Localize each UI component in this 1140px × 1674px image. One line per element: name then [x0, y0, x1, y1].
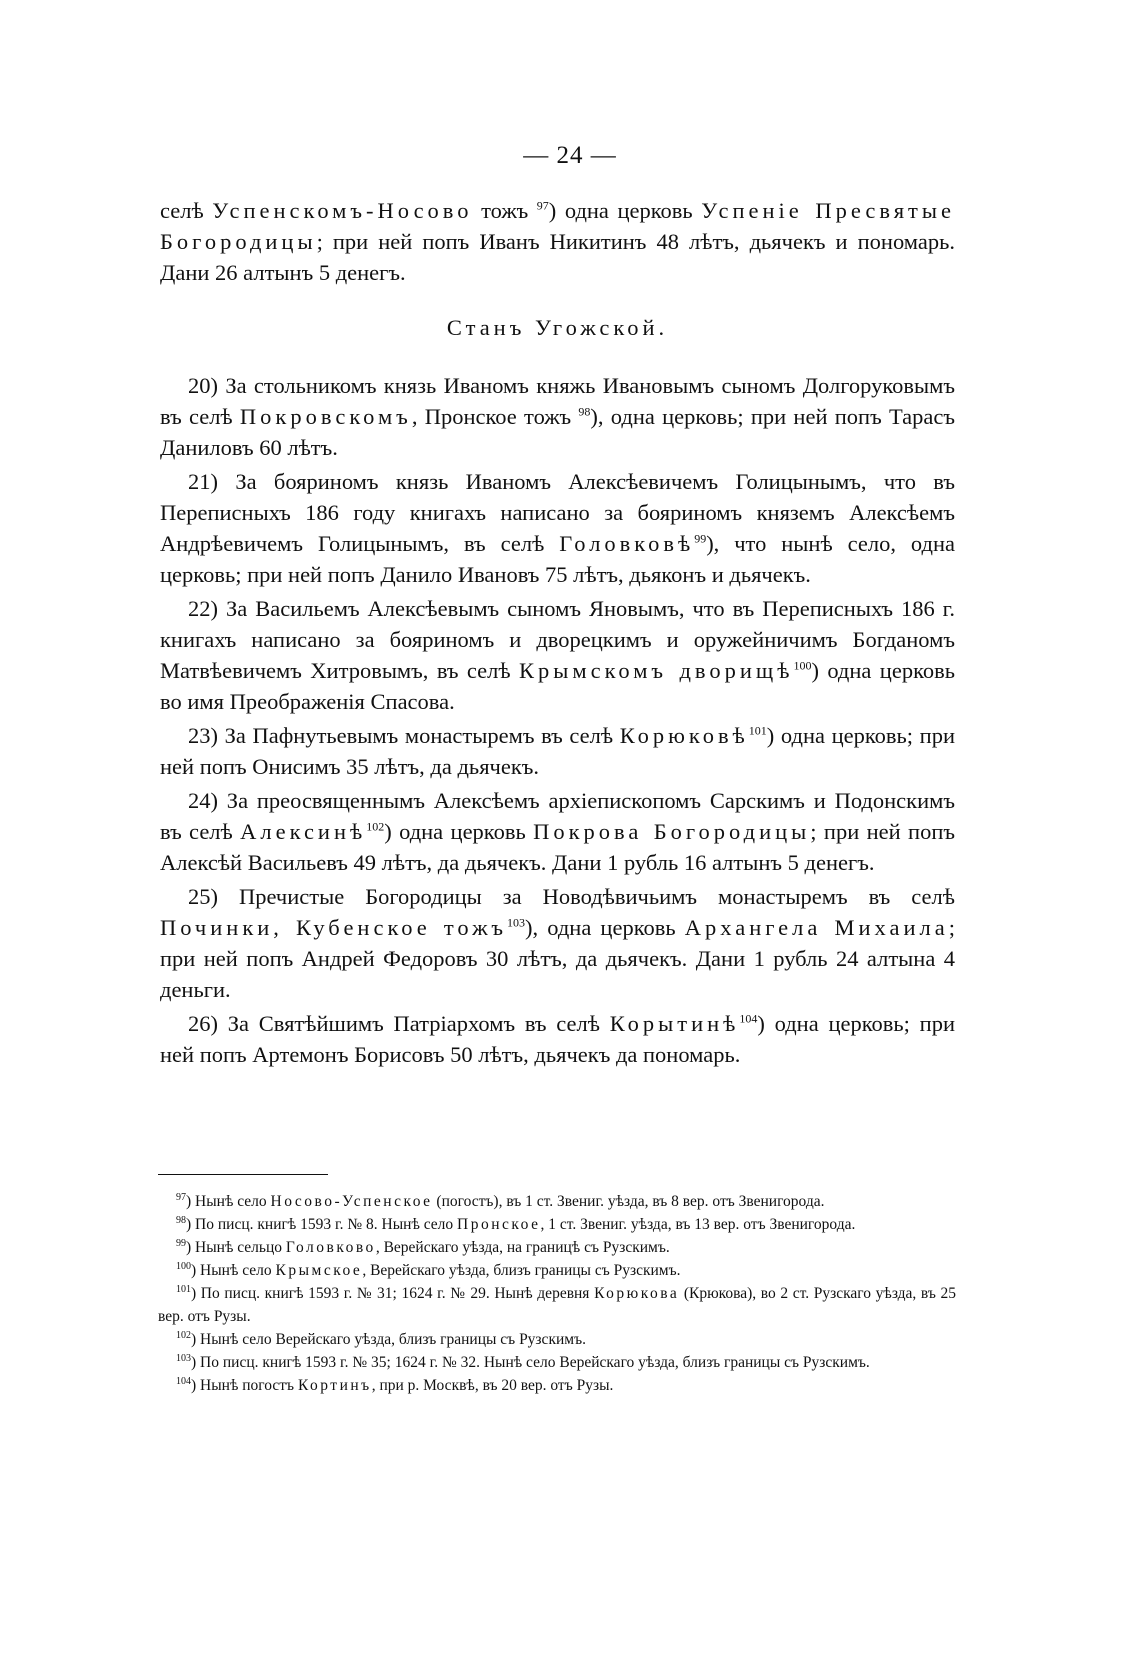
text-run: , Верейскаго уѣзда, на границѣ съ Рузскимъ.	[375, 1239, 670, 1256]
entry-22	[160, 593, 955, 717]
section-heading: Станъ Угожской.	[446, 315, 669, 340]
spaced-name: Корюковѣ	[619, 723, 749, 748]
footnote-98	[158, 1213, 956, 1236]
footnote-104	[158, 1374, 956, 1397]
text-run: ) Нынѣ сельцо	[186, 1239, 286, 1256]
footnote-103	[158, 1351, 956, 1374]
spaced-name: Крымскомъ дворищѣ	[518, 658, 794, 683]
text-run: 25) Пречистые Богородицы за Новодѣвичьимъ монастыремъ въ селѣ	[188, 884, 955, 909]
footnote-divider	[158, 1174, 328, 1175]
footnotes	[158, 1190, 956, 1397]
spaced-name: Успеніе Пресвятые Богородицы	[160, 198, 955, 254]
footnote-number: 103	[176, 1352, 191, 1364]
footnote-ref: 104	[739, 1011, 758, 1026]
text-run: 20) За стольникомъ князь Иваномъ княжь Ивановымъ сыномъ Долгоруковымъ въ селѣ	[160, 373, 955, 429]
spaced-name: Покровскомъ	[239, 404, 412, 429]
footnote-ref: 100	[793, 658, 812, 673]
text-run: ) одна церковь; при ней попъ Онисимъ 35 лѣтъ, да дьячекъ.	[160, 723, 955, 779]
spaced-name: Пронское	[457, 1216, 541, 1233]
text-run: ) Нынѣ село Верейскаго уѣзда, близъ границы съ Рузскимъ.	[191, 1331, 586, 1348]
footnote-97	[158, 1190, 956, 1213]
spaced-name: Головково	[285, 1239, 376, 1256]
page-number: — 24 —	[523, 142, 617, 169]
text-run: , Пронское тожъ	[411, 404, 579, 429]
footnote-ref: 98	[578, 404, 591, 419]
spaced-name: Алексинѣ	[240, 819, 367, 844]
footnote-number: 99	[176, 1237, 186, 1249]
text-run: 21) За бояриномъ князь Иваномъ Алексѣевичемъ Голицынымъ, что въ Переписныхъ 186 году книгахъ написано за бояриномъ княземъ Алексѣемъ Андрѣевичемъ Голицынымъ, въ селѣ	[160, 469, 955, 556]
footnote-100	[158, 1259, 956, 1282]
footnote-number: 104	[176, 1375, 191, 1387]
text-run: ) По писц. книгѣ 1593 г. № 35; 1624 г. № 32. Нынѣ село Верейскаго уѣзда, близъ границы съ Рузскимъ.	[191, 1354, 870, 1371]
spaced-name: Корюкова	[594, 1285, 680, 1302]
text-run: ), одна церковь	[525, 915, 685, 940]
footnote-102	[158, 1328, 956, 1351]
spaced-name: Крымское	[275, 1262, 363, 1279]
footnote-ref: 103	[507, 915, 525, 930]
text-run: ; при ней попъ Андрей Федоровъ 30 лѣтъ, да дьячекъ. Дани 1 рубль 24 алтына 4 деньги.	[160, 915, 955, 1002]
text-run: ) одна церковь во имя Преображенія Спасова.	[160, 658, 955, 714]
text-run: ), что нынѣ село, одна церковь; при ней попъ Данило Ивановъ 75 лѣтъ, дьяконъ и дьячекъ.	[160, 531, 955, 587]
text-run: , Верейскаго уѣзда, близъ границы съ Рузскимъ.	[362, 1262, 681, 1279]
text-run: ) Нынѣ погостъ	[191, 1377, 298, 1394]
entry-24	[160, 785, 955, 878]
footnote-ref: 101	[748, 723, 767, 738]
text-run: ), одна церковь; при ней попъ Тарасъ Даниловъ 60 лѣтъ.	[160, 404, 956, 460]
text-run: , 1 ст. Звениг. уѣзда, въ 13 вер. отъ Звенигорода.	[540, 1216, 856, 1233]
text-run: ) По писц. книгѣ 1593 г. № 31; 1624 г. № 29. Нынѣ деревня	[191, 1285, 595, 1302]
text-run: ; при ней попъ Иванъ Никитинъ 48 лѣтъ, дьячекъ и пономарь. Дани 26 алтынъ 5 денегъ.	[160, 229, 955, 285]
intro-paragraph	[160, 195, 955, 288]
footnote-ref: 97	[536, 198, 549, 213]
footnote-number: 102	[176, 1329, 191, 1341]
footnote-99	[158, 1236, 956, 1259]
text-run: тожъ	[472, 198, 537, 223]
spaced-name: Кортинъ	[297, 1377, 372, 1394]
text-run: 22) За Васильемъ Алексѣевымъ сыномъ Яновымъ, что въ Переписныхъ 186 г. книгахъ написано за бояриномъ и дворецкимъ и оружейничимъ Богданомъ Матвѣевичемъ Хитровымъ, въ селѣ	[160, 596, 955, 683]
text-run: селѣ	[160, 198, 213, 223]
entry-20	[160, 370, 955, 463]
main-text	[160, 195, 955, 1070]
footnote-ref: 102	[366, 819, 385, 834]
spaced-name: Носово-Успенское	[270, 1193, 433, 1210]
text-run: ) одна церковь	[384, 819, 534, 844]
text-run: (погостъ), въ 1 ст. Звениг. уѣзда, въ 8 вер. отъ Звенигорода.	[432, 1193, 825, 1210]
text-run: 26) За Святѣйшимъ Патріархомъ въ селѣ	[188, 1011, 610, 1036]
text-run: , при р. Москвѣ, въ 20 вер. отъ Рузы.	[371, 1377, 614, 1394]
footnote-number: 97	[176, 1191, 186, 1203]
footnote-number: 100	[176, 1260, 191, 1272]
text-run: ) одна церковь	[548, 198, 702, 223]
text-run: (Крюкова), во 2 ст. Рузскаго уѣзда, въ 25 вер. отъ Рузы.	[158, 1285, 956, 1325]
spaced-name: Починки, Кубенское тожъ	[160, 915, 507, 940]
entry-23	[160, 720, 955, 782]
text-run: ) Нынѣ село	[186, 1193, 271, 1210]
spaced-name: Архангела Михаила	[684, 915, 949, 940]
entry-21	[160, 466, 955, 590]
spaced-name: Корытинѣ	[609, 1011, 740, 1036]
entry-25	[160, 881, 955, 1005]
footnote-ref: 99	[694, 531, 707, 546]
footnote-101	[158, 1282, 956, 1328]
footnote-number: 98	[176, 1214, 186, 1226]
text-run: ) Нынѣ село	[191, 1262, 276, 1279]
text-run: 24) За преосвященнымъ Алексѣемъ архіепископомъ Сарскимъ и Подонскимъ въ селѣ	[160, 788, 955, 844]
spaced-name: Головковѣ	[559, 531, 695, 556]
spaced-name: Успенскомъ-Носово	[212, 198, 473, 223]
text-run: ) По писц. книгѣ 1593 г. № 8. Нынѣ село	[186, 1216, 458, 1233]
text-run: 23) За Пафнутьевымъ монастыремъ въ селѣ	[188, 723, 620, 748]
text-run: ) одна церковь; при ней попъ Артемонъ Борисовъ 50 лѣтъ, дьячекъ да пономарь.	[160, 1011, 955, 1067]
text-run: ; при ней попъ Алексѣй Васильевъ 49 лѣтъ, да дьячекъ. Дани 1 рубль 16 алтынъ 5 денегъ.	[160, 819, 955, 875]
entry-26	[160, 1008, 955, 1070]
spaced-name: Покрова Богородицы	[533, 819, 811, 844]
footnote-number: 101	[176, 1283, 191, 1295]
